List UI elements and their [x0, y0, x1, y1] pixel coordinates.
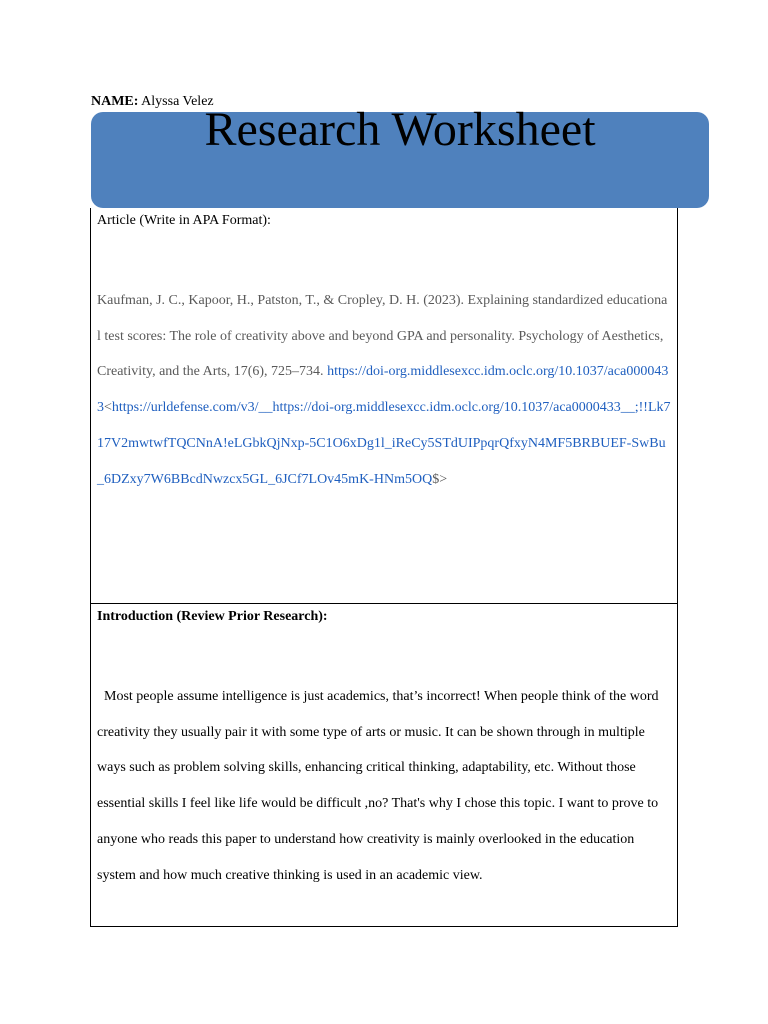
name-label: NAME: [91, 94, 139, 109]
open-bracket: < [104, 400, 112, 416]
apa-citation [97, 283, 671, 497]
urldefense-link[interactable]: https://urldefense.com/v3/__https://doi-org.middlesexcc.idm.oclc.org/10.1037/aca0000433__;!!Lk717V2mwtwfTQCNnA!eLGbkQjNxp-5C1O6xDg1l_iReCy5STdUIPpqrQfxyN4MF5BRBUEF-SwBu_6DZxy7W6BBcdNwzcx5GL_6JCf7LOv45mK-HNm5OQ [97, 400, 671, 487]
worksheet-table [90, 208, 678, 927]
article-label: Article (Write in APA Format): [97, 213, 271, 228]
close-bracket: $> [432, 471, 448, 487]
citation-text: Kaufman, J. C., Kapoor, H., Patston, T., & Cropley, D. H. (2023). Explaining standardized educational test scores: The role of creativity above and beyond GPA and personality. Psychology of Aesthetics, Creativity, and the Arts, 17(6), 725–734. [97, 293, 668, 380]
worksheet-title: Research Worksheet [204, 103, 596, 156]
doi-link[interactable]: https://doi-org.middlesexcc.idm.oclc.org/10.1037/aca0000433 [97, 364, 669, 416]
introduction-cell [91, 604, 677, 926]
student-name: Alyssa Velez [141, 94, 214, 109]
introduction-label [97, 606, 671, 627]
introduction-body: Most people assume intelligence is just academics, that’s incorrect! When people think of the word creativity they usually pair it with some type of arts or music. It can be shown through in multiple ways such as problem solving skills, enhancing critical thinking, adaptability, etc. Without those essential skills I feel like life would be difficult ,no? That's why I chose this topic. I want to prove to anyone who reads this paper to understand how creativity is mainly overlooked in the education system and how much creative thinking is used in an academic view. [97, 689, 659, 883]
article-cell [91, 208, 677, 604]
introduction-label-text: Introduction (Review Prior Research): [97, 609, 328, 624]
